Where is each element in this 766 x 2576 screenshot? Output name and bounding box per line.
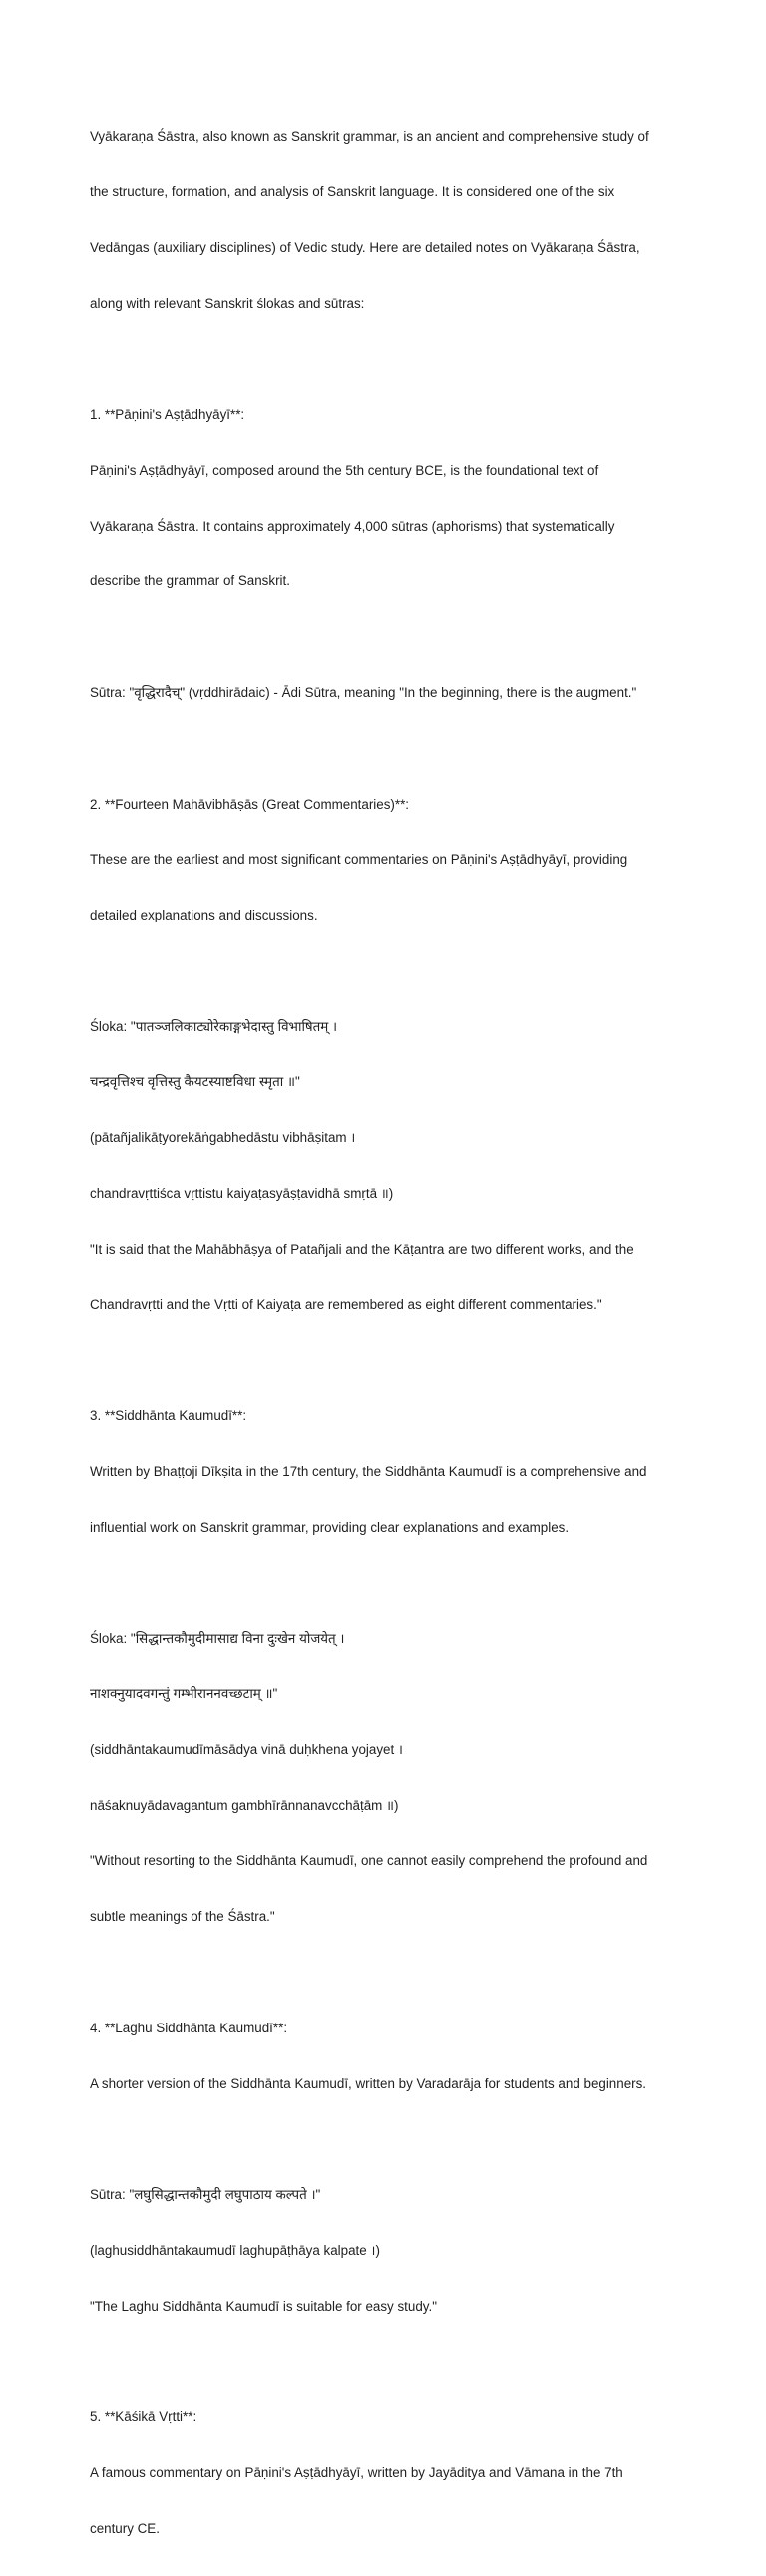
text-line: "It is said that the Mahābhāṣya of Patañjali and the Kāṭantra are two different works, and the xyxy=(90,1241,634,1257)
text-line: Sūtra: "लघुसिद्धान्तकौमुदी लघुपाठाय कल्पते ।" xyxy=(90,2187,321,2203)
text-line: chandravṛttiśca vṛttistu kaiyaṭasyāṣṭavidhā smṛtā ॥) xyxy=(90,1186,394,1202)
section-3-paragraph xyxy=(90,1370,678,1575)
text-line: describe the grammar of Sanskrit. xyxy=(90,573,290,589)
section-2-paragraph xyxy=(90,758,678,962)
paragraph-gap xyxy=(90,962,678,981)
text-line: nāśaknuyādavagantum gambhīrānnanavcchāṭām ॥) xyxy=(90,1797,399,1813)
text-line: Chandravṛtti and the Vṛtti of Kaiyaṭa are remembered as eight different commentaries." xyxy=(90,1296,602,1312)
paragraph-gap xyxy=(90,740,678,759)
text-line: (pātañjalikāṭyorekāṅgabhedāstu vibhāṣitam । xyxy=(90,1130,356,1146)
section-heading: 4. **Laghu Siddhānta Kaumudī**: xyxy=(90,2020,288,2035)
section-1-paragraph xyxy=(90,369,678,628)
text-line: the structure, formation, and analysis of Sanskrit language. It is considered one of the six xyxy=(90,184,615,199)
text-line: "Without resorting to the Siddhānta Kaumudī, one cannot easily comprehend the profound and xyxy=(90,1853,648,1869)
section-5-paragraph xyxy=(90,2372,678,2576)
text-line: Śloka: "सिद्धान्तकौमुदीमासाद्य विना दुःखेन योजयेत् । xyxy=(90,1631,345,1647)
paragraph-gap xyxy=(90,628,678,647)
section-heading: 3. **Siddhānta Kaumudī**: xyxy=(90,1408,247,1424)
text-line: Vyākaraṇa Śāstra. It contains approximately 4,000 sūtras (aphorisms) that systematically xyxy=(90,518,615,534)
paragraph-gap xyxy=(90,1964,678,1983)
section-heading: 1. **Pāṇini's Aṣṭādhyāyī**: xyxy=(90,407,245,423)
paragraph-gap xyxy=(90,1575,678,1594)
text-line: नाशक्नुयादवगन्तुं गम्भीराननवच्छटाम् ॥" xyxy=(90,1686,278,1702)
paragraph-gap xyxy=(90,350,678,369)
sutra-1-paragraph xyxy=(90,647,678,740)
text-line: subtle meanings of the Śāstra." xyxy=(90,1909,275,1925)
paragraph-gap xyxy=(90,1351,678,1370)
text-line: Vyākaraṇa Śāstra, also known as Sanskrit grammar, is an ancient and comprehensive study of xyxy=(90,129,649,145)
section-heading: 5. **Kāśikā Vṛtti**: xyxy=(90,2409,197,2425)
text-line: चन्द्रवृत्तिश्च वृत्तिस्तु कैयटस्याष्टविधा स्मृता ॥" xyxy=(90,1074,300,1090)
section-heading: 2. **Fourteen Mahāvibhāṣās (Great Commentaries)**: xyxy=(90,796,410,812)
section-4-paragraph xyxy=(90,1983,678,2131)
sutra-2-paragraph xyxy=(90,2149,678,2354)
text-line: A famous commentary on Pāṇini's Aṣṭādhyāyī, written by Jayāditya and Vāmana in the 7th xyxy=(90,2465,623,2480)
text-line: (siddhāntakaumudīmāsādya vinā duḥkhena yojayet । xyxy=(90,1741,404,1757)
document-body xyxy=(90,91,678,2576)
sloka-1-paragraph xyxy=(90,981,678,1352)
text-line: Pāṇini's Aṣṭādhyāyī, composed around the 5th century BCE, is the foundational text of xyxy=(90,462,599,478)
text-line: A shorter version of the Siddhānta Kaumudī, written by Varadarāja for students and beginners. xyxy=(90,2075,647,2091)
intro-paragraph xyxy=(90,91,678,350)
text-line: Vedāngas (auxiliary disciplines) of Vedic study. Here are detailed notes on Vyākaraṇa Śāstra, xyxy=(90,239,640,255)
text-line: These are the earliest and most significant commentaries on Pāṇini's Aṣṭādhyāyī, providing xyxy=(90,852,628,868)
text-line: influential work on Sanskrit grammar, providing clear explanations and examples. xyxy=(90,1519,570,1535)
text-line: Sūtra: "वृद्धिरादैच्" (vṛddhirādaic) - Ādi Sūtra, meaning "In the beginning, there is the augment." xyxy=(90,685,637,700)
text-line: along with relevant Sanskrit ślokas and sūtras: xyxy=(90,295,365,311)
paragraph-gap xyxy=(90,2130,678,2149)
text-line: Śloka: "पातञ्जलिकाट्योरेकाङ्गभेदास्तु विभाषितम् । xyxy=(90,1018,338,1034)
text-line: Written by Bhaṭṭoji Dīkṣita in the 17th century, the Siddhānta Kaumudī is a comprehensive and xyxy=(90,1463,647,1479)
text-line: (laghusiddhāntakaumudī laghupāṭhāya kalpate ।) xyxy=(90,2242,380,2258)
text-line: detailed explanations and discussions. xyxy=(90,908,318,923)
paragraph-gap xyxy=(90,2353,678,2372)
text-line: century CE. xyxy=(90,2520,160,2536)
sloka-2-paragraph xyxy=(90,1593,678,1964)
text-line: "The Laghu Siddhānta Kaumudī is suitable for easy study." xyxy=(90,2298,437,2314)
